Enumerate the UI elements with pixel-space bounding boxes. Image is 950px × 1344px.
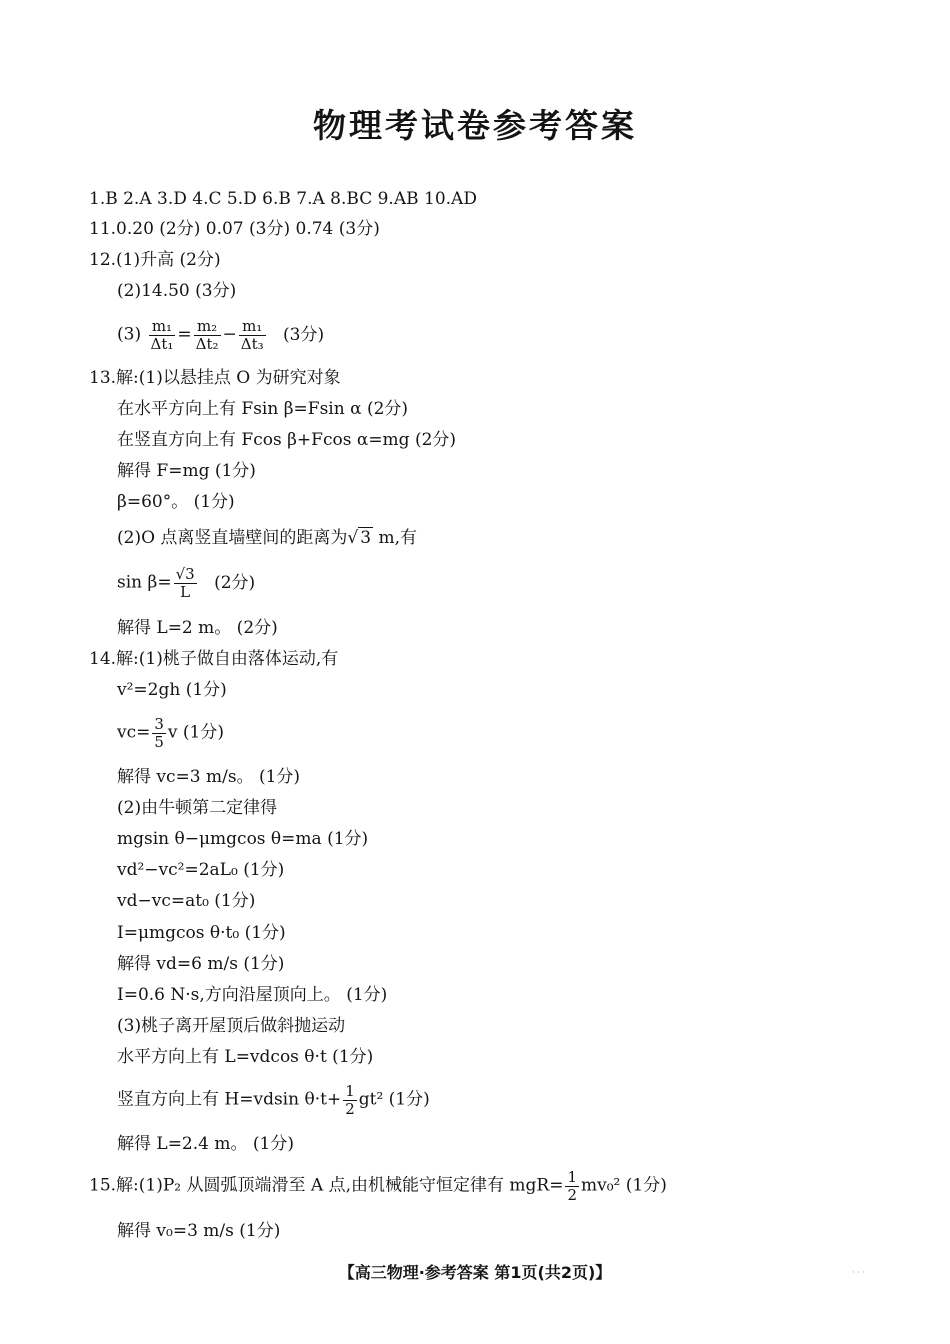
q14-line <box>117 716 224 750</box>
fraction <box>174 566 197 600</box>
fraction-num: 3 <box>154 715 164 733</box>
q13-line: 在水平方向上有 Fsin β=Fsin α (2分) <box>117 399 409 419</box>
q13-e-post: m,有 <box>373 528 418 548</box>
q14-line: vd−vc=at₀ (1分) <box>117 891 256 911</box>
q13-f-pre: sin β= <box>117 572 172 593</box>
q14-line: vd²−vc²=2aL₀ (1分) <box>117 860 285 880</box>
q13-head: 13.解:(1)以悬挂点 O 为研究对象 <box>89 368 341 388</box>
fraction <box>343 1083 357 1117</box>
q14-line: 水平方向上有 L=vdcos θ·t (1分) <box>117 1047 374 1067</box>
q14-line <box>117 1083 430 1117</box>
q11-answer: 11.0.20 (2分) 0.07 (3分) 0.74 (3分) <box>89 219 380 239</box>
q14-line: I=μmgcos θ·t₀ (1分) <box>117 923 286 943</box>
q14-line: 解得 L=2.4 m。 (1分) <box>117 1134 294 1154</box>
q14-m-post: gt² (1分) <box>358 1089 430 1110</box>
q13-f-post: (2分) <box>214 572 256 593</box>
fraction <box>194 318 221 352</box>
q12-part2: (2)14.50 (3分) <box>117 281 237 301</box>
fraction-num: 1 <box>345 1082 355 1100</box>
q13-line: β=60°。 (1分) <box>117 492 235 512</box>
mc-answers: 1.B 2.A 3.D 4.C 5.D 6.B 7.A 8.BC 9.AB 10.AD <box>89 189 477 209</box>
q14-line: 解得 vd=6 m/s (1分) <box>117 954 285 974</box>
fraction-den: Δt₁ <box>150 334 174 353</box>
fraction <box>239 318 266 352</box>
q13-line: 在竖直方向上有 Fcos β+Fcos α=mg (2分) <box>117 430 457 450</box>
q12-part3: (3) $\frac{\text{m₁}}{\text{Δt₁}}$ = $\frac{\text{m₂}}{\text{Δt₂}}$ − $\frac{\text{m₁}}{\text{Δt₃}}$ (3分) <box>117 317 325 353</box>
q15-line: 解得 v₀=3 m/s (1分) <box>117 1221 281 1241</box>
q15-head-post: mv₀² (1分) <box>581 1175 667 1196</box>
q15-head-pre: 15.解:(1)P₂ 从圆弧顶端滑至 A 点,由机械能守恒定律有 mgR= <box>89 1175 564 1196</box>
q14-line: v²=2gh (1分) <box>117 680 227 700</box>
q12-part1: 12.(1)升高 (2分) <box>89 250 221 270</box>
fraction-den: 2 <box>567 1185 577 1204</box>
fraction-den: 5 <box>154 732 164 751</box>
q13-line: (2)O 点离竖直墙壁间的距离为√ 3 m,有 <box>117 528 418 548</box>
q14-line: (3)桃子离开屋顶后做斜抛运动 <box>117 1016 346 1036</box>
q14-line: 解得 vc=3 m/s。 (1分) <box>117 767 301 787</box>
q12-part3-suffix: (3分) <box>283 324 325 345</box>
q14-line: I=0.6 N·s,方向沿屋顶向上。 (1分) <box>117 985 388 1005</box>
q13-line: 解得 F=mg (1分) <box>117 461 256 481</box>
page-footer: 【高三物理·参考答案 第1页(共2页)】 <box>338 1263 612 1282</box>
fraction-den: Δt₃ <box>240 334 264 353</box>
fraction <box>565 1169 579 1203</box>
q14-m-pre: 竖直方向上有 H=vdsin θ·t+ <box>117 1089 342 1110</box>
q12-part3-prefix: (3) <box>117 324 142 345</box>
q14-b-pre: vc= <box>117 722 151 743</box>
scan-mark: · · · <box>852 1268 865 1277</box>
q14-head: 14.解:(1)桃子做自由落体运动,有 <box>89 649 339 669</box>
q15-head <box>89 1169 667 1203</box>
fraction-num: √3 <box>175 565 195 583</box>
q13-line: 解得 L=2 m。 (2分) <box>117 618 278 638</box>
q14-b-post: v (1分) <box>167 722 225 743</box>
fraction <box>149 318 176 352</box>
fraction-den: L <box>180 582 191 601</box>
fraction-den: 2 <box>345 1099 355 1118</box>
q14-line: (2)由牛顿第二定律得 <box>117 798 278 818</box>
fraction-num: 1 <box>567 1168 577 1186</box>
fraction-den: Δt₂ <box>195 334 219 353</box>
q13-e-pre: (2)O 点离竖直墙壁间的距离为 <box>117 528 348 548</box>
sqrt-value: 3 <box>360 528 372 548</box>
q13-line <box>117 566 255 600</box>
fraction-num: m₁ <box>149 318 176 336</box>
q14-line: mgsin θ−μmgcos θ=ma (1分) <box>117 829 369 849</box>
fraction <box>152 716 166 750</box>
fraction-num: m₂ <box>194 318 221 336</box>
fraction-num: m₁ <box>239 318 266 336</box>
page-title: 物理考试卷参考答案 <box>313 106 637 145</box>
